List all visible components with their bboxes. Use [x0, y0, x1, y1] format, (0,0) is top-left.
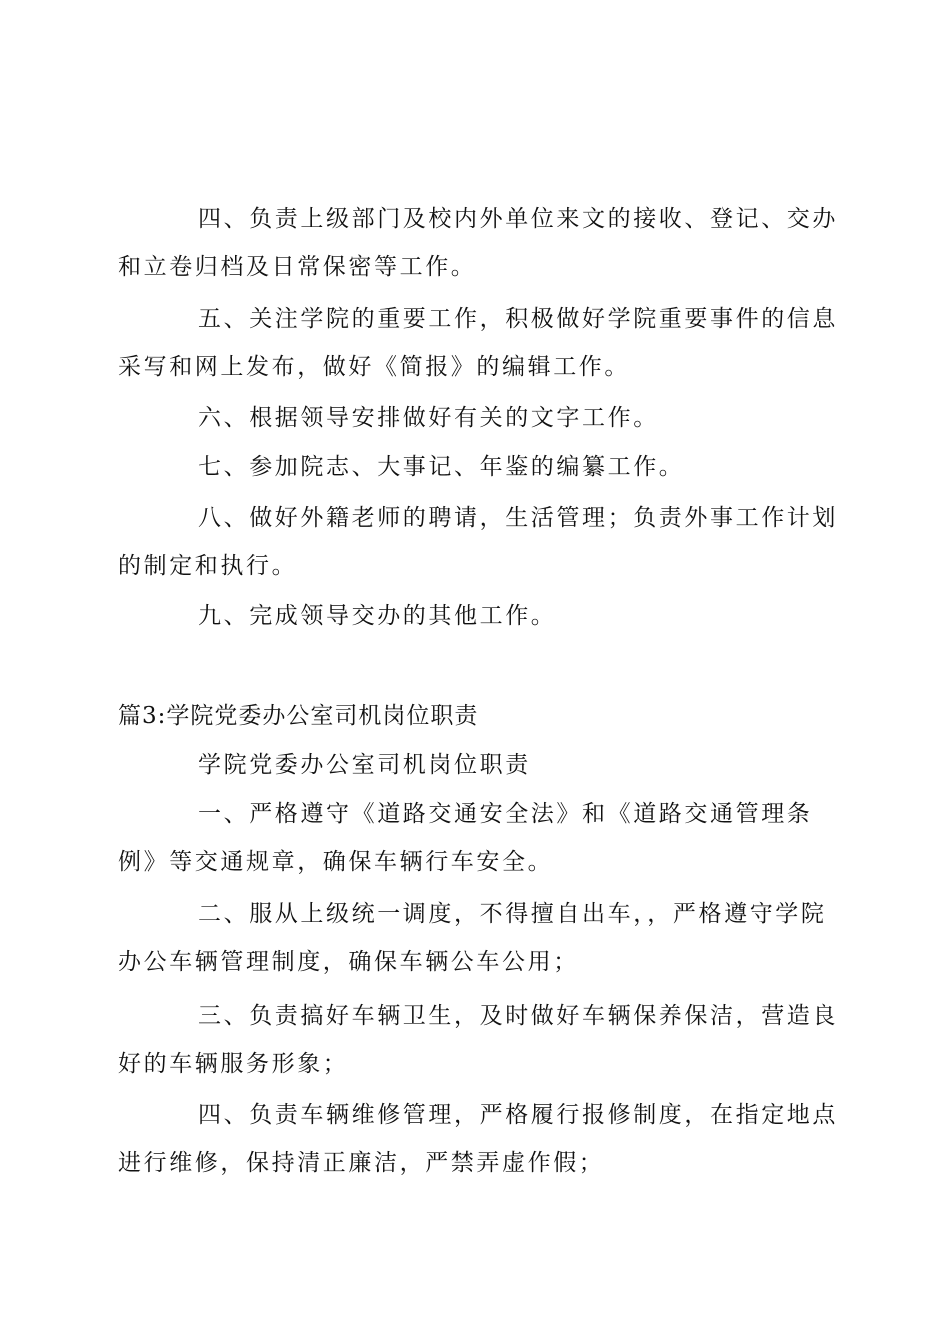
subtitle-line: 学院党委办公室司机岗位职责: [198, 752, 531, 778]
section2-item-4: [118, 1091, 838, 1187]
paragraph-line: 的制定和执行。: [118, 553, 298, 579]
section1-item-8: [118, 494, 838, 590]
section1-item-7: [118, 443, 834, 491]
paragraph-line: 四、负责上级部门及校内外单位来文的接收、登记、交办: [198, 206, 838, 232]
paragraph-line: 好的车辆服务形象；: [118, 1051, 349, 1077]
paragraph-line: 办公车辆管理制度，确保车辆公车公用；: [118, 949, 579, 975]
section1-item-6: [118, 394, 834, 442]
paragraph-line: 六、根据领导安排做好有关的文字工作。: [198, 405, 659, 431]
paragraph-line: 和立卷归档及日常保密等工作。: [118, 254, 477, 280]
paragraph-line: 例》等交通规章，确保车辆行车安全。: [118, 849, 554, 875]
paragraph-line: 九、完成领导交办的其他工作。: [198, 603, 557, 629]
paragraph-line: 七、参加院志、大事记、年鉴的编纂工作。: [198, 454, 685, 480]
section1-item-4: [118, 195, 838, 291]
section2-item-1: [118, 790, 834, 886]
paragraph-line: 三、负责搞好车辆卫生，及时做好车辆保养保洁，营造良: [198, 1003, 838, 1029]
section2-item-2: [118, 890, 834, 986]
paragraph-line: 五、关注学院的重要工作，积极做好学院重要事件的信息: [198, 306, 838, 332]
paragraph-line: 二、服从上级统一调度，不得擅自出车，，严格遵守学院: [198, 901, 827, 927]
section1-item-5: [118, 295, 838, 391]
paragraph-line: 进行维修，保持清正廉洁，严禁弄虚作假；: [118, 1150, 605, 1176]
section2-item-3: [118, 992, 838, 1088]
paragraph-line: 四、负责车辆维修管理，严格履行报修制度，在指定地点: [198, 1102, 838, 1128]
section-heading: 篇3:学院党委办公室司机岗位职责: [118, 703, 479, 729]
paragraph-line: 采写和网上发布，做好《简报》的编辑工作。: [118, 354, 630, 380]
section1-item-9: [118, 592, 834, 640]
section-subtitle: [118, 741, 834, 789]
paragraph-line: 一、严格遵守《道路交通安全法》和《道路交通管理条: [198, 801, 813, 827]
paragraph-line: 八、做好外籍老师的聘请，生活管理；负责外事工作计划: [198, 505, 838, 531]
